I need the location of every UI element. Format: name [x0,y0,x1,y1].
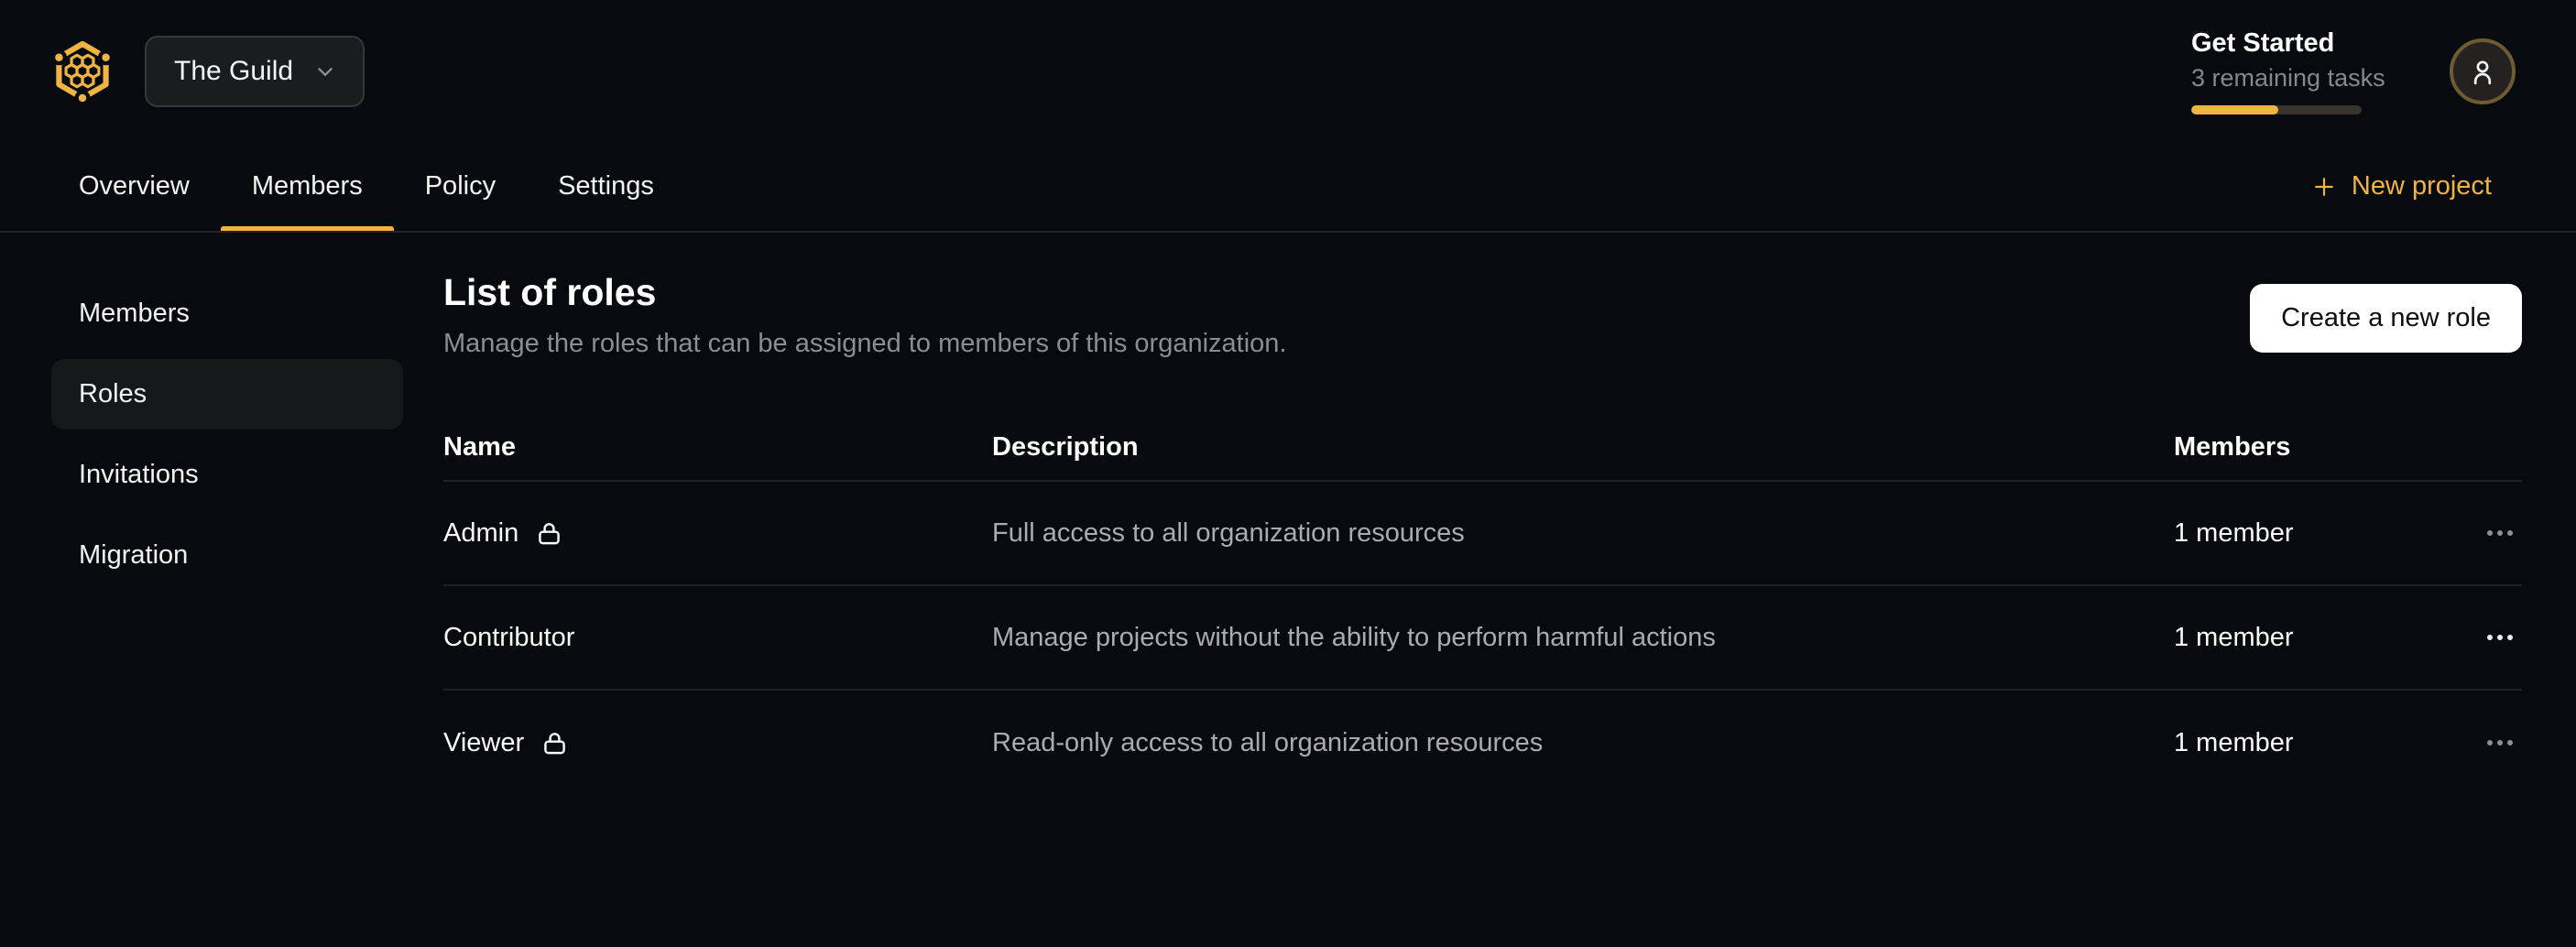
progress-bar [2191,105,2362,114]
hive-logo-icon [53,39,112,103]
user-icon [2466,55,2499,88]
user-avatar-button[interactable] [2450,38,2516,104]
ellipsis-icon [2487,530,2493,536]
lock-icon [535,519,563,548]
org-switcher[interactable] [145,36,365,107]
role-members: 1 member [2174,517,2294,548]
tab-policy[interactable]: Policy [424,171,497,201]
get-started-title: Get Started [2191,27,2335,58]
app-header [0,0,2576,142]
hive-logo[interactable] [53,39,112,103]
role-name: Contributor [443,622,575,652]
column-header-members: Members [2174,431,2291,462]
main-area [0,233,2576,795]
tabs [48,142,685,231]
ellipsis-icon [2487,740,2493,746]
table-row-contributor [443,586,2522,691]
sidebar-item-migration[interactable]: Migration [79,540,189,570]
row-menu-button[interactable] [2478,731,2522,755]
members-sidebar [0,233,403,601]
tab-overview[interactable]: Overview [79,171,190,201]
role-description: Manage projects without the ability to perform harmful actions [992,622,1716,652]
table-header-row [443,414,2522,482]
tab-settings[interactable]: Settings [558,171,654,201]
title-block [443,271,1286,359]
roles-table [443,414,2522,795]
plus-icon [2311,174,2337,200]
role-name: Admin [443,517,519,548]
page-title: List of roles [443,271,657,313]
page-subtitle: Manage the roles that can be assigned to members of this organization. [443,329,1287,358]
get-started-widget[interactable] [2191,27,2385,114]
role-name-cell [443,728,992,758]
role-members: 1 member [2174,622,2294,652]
lock-icon [540,729,569,757]
tab-members[interactable]: Members [221,142,394,231]
content-header [443,271,2522,359]
role-members: 1 member [2174,727,2294,757]
progress-fill [2191,105,2278,114]
role-description: Read-only access to all organization resources [992,727,1544,757]
role-name-cell [443,623,992,653]
create-role-button[interactable]: Create a new role [2250,284,2522,353]
chevron-down-icon [313,60,337,83]
column-header-name: Name [443,431,516,462]
column-header-description: Description [992,431,1139,462]
table-row-viewer [443,691,2522,795]
sidebar-item-members[interactable]: Members [79,299,190,328]
ellipsis-icon [2487,635,2493,640]
sidebar-item-invitations[interactable]: Invitations [79,460,199,489]
org-tab-bar [0,142,2576,233]
table-row-admin [443,482,2522,586]
row-menu-button[interactable] [2478,626,2522,649]
role-description: Full access to all organization resources [992,517,1465,548]
row-menu-button[interactable] [2478,521,2522,545]
roles-content [443,233,2522,795]
role-name: Viewer [443,727,525,757]
topbar-right [2191,28,2516,114]
sidebar-item-roles[interactable]: Roles [51,359,403,430]
new-project-label: New project [2351,171,2492,201]
topbar-left [53,36,365,107]
get-started-subtitle: 3 remaining tasks [2191,63,2385,92]
role-name-cell [443,518,992,549]
new-project-button[interactable] [2311,171,2492,201]
org-name: The Guild [174,55,294,86]
